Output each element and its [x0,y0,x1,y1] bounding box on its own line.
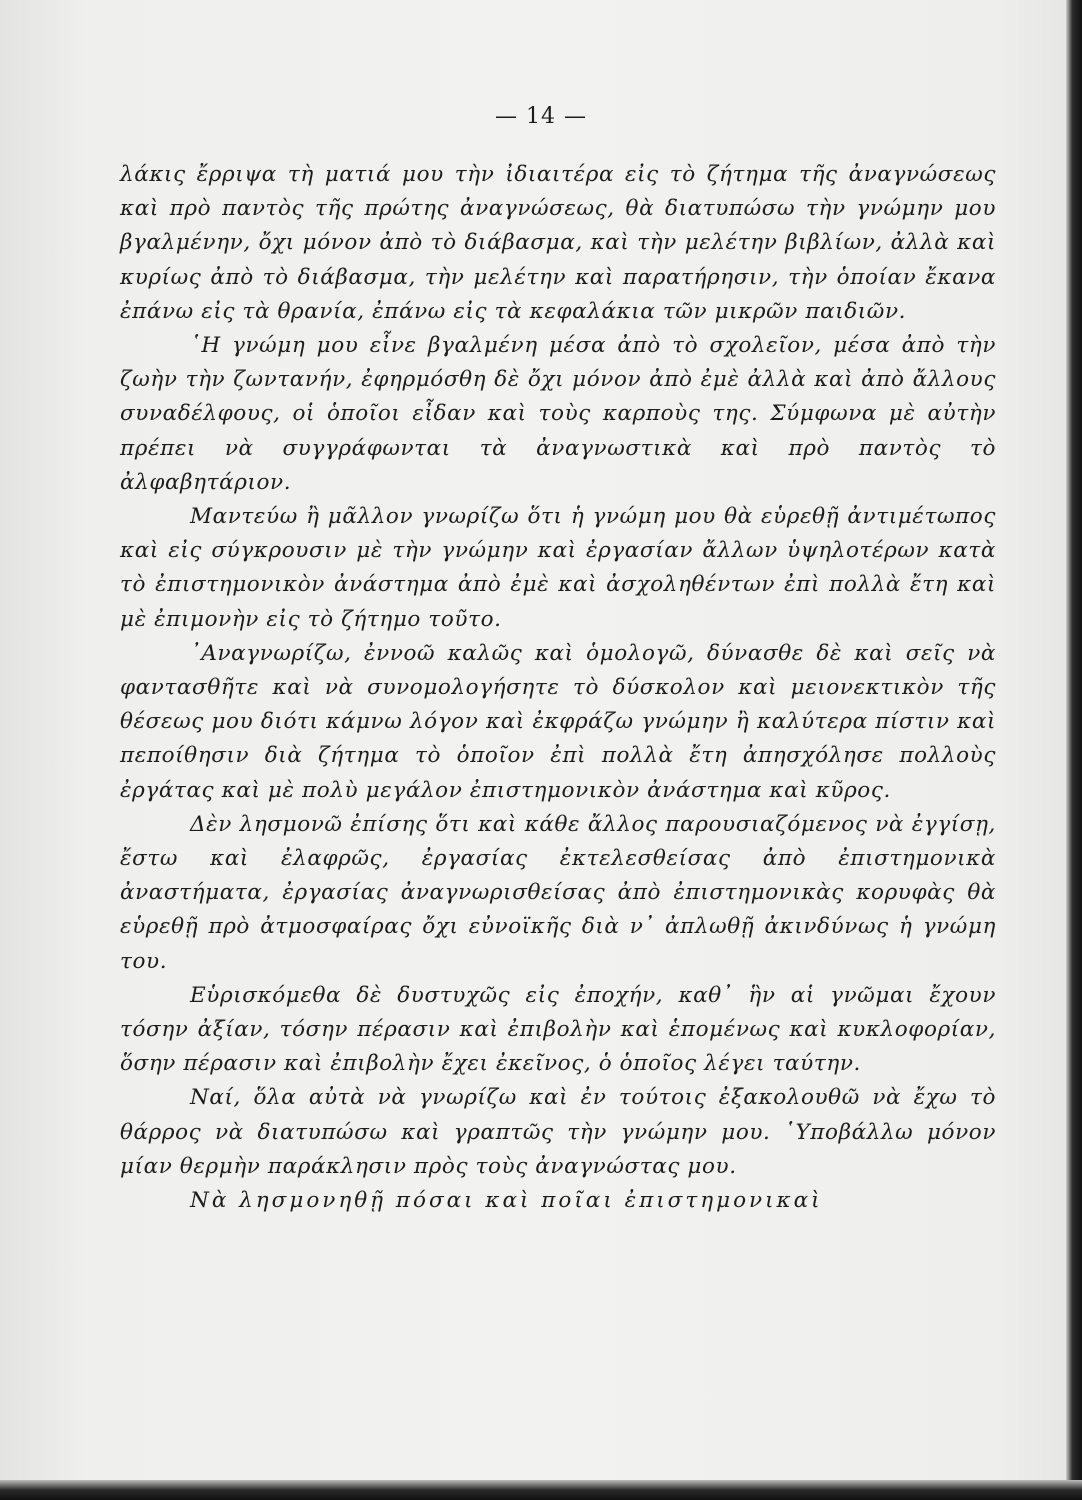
page-number: — 14 — [495,104,587,129]
paragraph-last-line: Νὰ λησμονηθῇ πόσαι καὶ ποῖαι ἐπιστημονικαὶ [190,1188,823,1214]
paragraph: Μαντεύω ἢ μᾶλλον γνωρίζω ὅτι ἡ γνώμη μου θὰ εὑρεθῇ ἀντιμέτωπος καὶ εἰς σύγκρουσιν μὲ τὴν γνώμην καὶ ἐργασίαν ἄλλων ὑψηλοτέρων κατὰ τὸ ἐπιστημονικὸν ἀνάστημα ἀπὸ ἐμὲ καὶ ἀσχοληθέντων ἐπὶ πολλὰ ἔτη καὶ μὲ ἐπιμονὴν εἰς τὸ ζήτημο τοῦτο. [120,504,996,632]
scan-edge-right [1066,0,1082,1500]
body-text [120,158,996,1218]
paragraph-continuation: λάκις ἔρριψα τὴ ματιά μου τὴν ἰδιαιτέρα εἰς τὸ ζήτημα τῆς ἀναγνώσεως καὶ πρὸ παντὸς τῆς πρώτης ἀναγνώσεως, θὰ διατυπώσω τὴν γνώμην μου βγαλμένην, ὄχι μόνον ἀπὸ τὸ διάβασμα, καὶ τὴν μελέτην βιβλίων, ἀλλὰ καὶ κυρίως ἀπὸ τὸ διάβασμα, τὴν μελέτην καὶ παρατήρησιν, τὴν ὁποίαν ἔκανα ἐπάνω εἰς τὰ θρανία, ἐπάνω εἰς τὰ κεφαλάκια τῶν μικρῶν παιδιῶν. [120,162,996,324]
paragraph: Ναί, ὅλα αὐτὰ νὰ γνωρίζω καὶ ἐν τούτοις ἐξακολουθῶ νὰ ἔχω τὸ θάρρος νὰ διατυπώσω καὶ γραπτῶς τὴν γνώμην μου. ῾Υποβάλλω μόνον μίαν θερμὴν παράκλησιν πρὸς τοὺς ἀναγνώστας μου. [120,1085,996,1179]
paragraph: ῾Η γνώμη μου εἶνε βγαλμένη μέσα ἀπὸ τὸ σχολεῖον, μέσα ἀπὸ τὴν ζωὴν τὴν ζωντανήν, ἐφηρμόσθη δὲ ὄχι μόνον ἀπὸ ἐμὲ ἀλλὰ καὶ ἀπὸ ἄλλους συναδέλφους, οἱ ὁποῖοι εἶδαν καὶ τοὺς καρποὺς της. Σύμφωνα μὲ αὐτὴν πρέπει νὰ συγγράφωνται τὰ ἀναγνωστικὰ καὶ πρὸ παντὸς τὸ ἀλφαβητάριον. [120,333,996,495]
paragraph: Εὑρισκόμεθα δὲ δυστυχῶς εἰς ἐποχήν, καθ᾿ ἣν αἱ γνῶμαι ἔχουν τόσην ἀξίαν, τόσην πέρασιν καὶ ἐπιβολὴν καὶ ἑπομένως καὶ κυκλοφορίαν, ὅσην πέρασιν καὶ ἐπιβολὴν ἔχει ἐκεῖνος, ὁ ὁποῖος λέγει ταύτην. [120,982,996,1077]
paragraph: Δὲν λησμονῶ ἐπίσης ὅτι καὶ κάθε ἄλλος παρουσιαζόμενος νὰ ἐγγίσῃ, ἔστω καὶ ἐλαφρῶς, ἐργασίας ἐκτελεσθείσας ἀπὸ ἐπιστημονικὰ ἀναστήματα, ἐργασίας ἀναγνωρισθείσας ἀπὸ ἐπιστημονικὰς κορυφὰς θὰ εὑρεθῇ πρὸ ἀτμοσφαίρας ὄχι εὐνοϊκῆς διὰ ν᾿ ἀπλωθῇ ἀκινδύνως ἡ γνώμη του. [120,811,996,974]
paragraph: ᾿Αναγνωρίζω, ἐννοῶ καλῶς καὶ ὁμολογῶ, δύνασθε δὲ καὶ σεῖς νὰ φαντασθῆτε καὶ νὰ συνομολογήσητε τὸ δύσκολον καὶ μειονεκτικὸν τῆς θέσεως μου διότι κάμνω λόγον καὶ ἐκφράζω γνώμην ἢ καλύτερα πίστιν καὶ πεποίθησιν διὰ ζήτημα τὸ ὁποῖον ἐπὶ πολλὰ ἔτη ἀπησχόλησε πολλοὺς ἐργάτας καὶ μὲ πολὺ μεγάλον ἐπιστημονικὸν ἀνάστημα καὶ κῦρος. [120,640,996,803]
scan-edge-bottom [0,1480,1082,1500]
